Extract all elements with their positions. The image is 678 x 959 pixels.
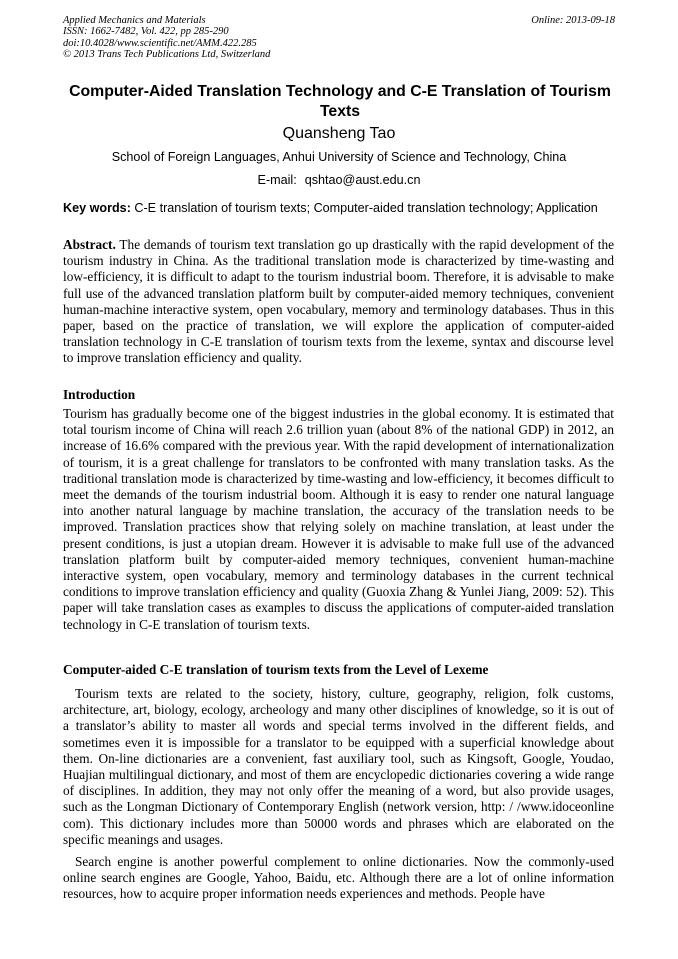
introduction-paragraph: Tourism has gradually become one of the biggest industries in the global economy. It is estimated that total tourism income of China will reach 2.6 trillion yuan (about 8% of the national GDP) in 2012, an increase of 16.6% compared with the previous year. With the rapid development of internationalization of tourism, it is a great challenge for translators to be confronted with many translation tasks. As the traditional translation mode is characterized by time-wasting and low-efficiency, it becomes difficult to meet the demands of the tourism industrial boom. Although it is easy to render one natural language into another natural language by machine translation, the accuracy of the translation needs to be improved. Translation practices show that relying solely on machine translation, at least under the present conditions, is just a utopian dream. However it is advisable to make full use of the advanced translation platform built by computer-aided memory techniques, convenient human-machine interactive system, open vocabulary, memory and terminology databases in the current technical conditions to improve translation efficiency and quality (Guoxia Zhang & Yunlei Jiang, 2009: 52). This paper will take translation cases as examples to discuss the applications of computer-aided translation technology in C-E translation of tourism texts. [63,406,614,632]
lexeme-paragraph-1: Tourism texts are related to the society, history, culture, geography, religion, folk customs, architecture, art, biology, ecology, archeology and many other disciplines of knowledge, so it is out of a translator’s ability to master all words and special terms involved in the different fields, and sometimes even it is impossible for a translator to be equipped with a superficial knowledge about them. On-line dictionaries are a convenient, fast auxiliary tool, such as Kingsoft, Google, Youdao, Huajian multilingual dictionary, and most of them are encyclopedic dictionaries covering a wide range of disciplines. In addition, they may not only offer the meaning of a word, but also provide usages, such as the Longman Dictionary of Contemporary English (network version, http: / /www.idoceonline com). This dictionary includes more than 50000 words and phrases which are elaborated on the specific meanings and usages. [63,686,614,847]
online-date: Online: 2013-09-18 [531,15,615,26]
lexeme-section-heading: Computer-aided C-E translation of tourism texts from the Level of Lexeme [63,662,489,677]
author-email-line [0,172,678,188]
online-date-header [531,15,615,26]
email-address[interactable]: qshtao@aust.edu.cn [304,173,421,187]
email-label: E-mail: [257,173,297,187]
issn-line: ISSN: 1662-7482, Vol. 422, pp 285-290 [63,26,229,38]
lexeme-paragraph-2: Search engine is another powerful complement to online dictionaries. Now the commonly-used online search engines are Google, Yahoo, Baidu, etc. Although there are a lot of online information resources, how to acquire proper information needs experiences and methods. People have [63,854,614,902]
author-name: Quansheng Tao [282,125,396,142]
author-affiliation: School of Foreign Languages, Anhui University of Science and Technology, China [111,150,567,164]
doi-line: doi:10.4028/www.scientific.net/AMM.422.285 [63,37,257,49]
keywords-line [63,200,623,216]
paper-title: Computer-Aided Translation Technology and C-E Translation of Tourism Texts [69,83,611,120]
journal-name: Applied Mechanics and Materials [63,15,206,26]
abstract-label: Abstract. [63,237,116,252]
keywords-text: C-E translation of tourism texts; Computer-aided translation technology; Application [134,201,598,215]
abstract-paragraph [63,237,614,367]
copyright-line: © 2013 Trans Tech Publications Ltd, Switzerland [63,49,271,61]
introduction-heading: Introduction [63,387,136,402]
journal-header [63,15,270,61]
keywords-label: Key words: [63,201,131,215]
abstract-text: The demands of tourism text translation go up drastically with the rapid development of the tourism industry in China. As the traditional translation mode is characterized by time-wasting and low-efficiency, it is difficult to adapt to the tourism industrial boom. Therefore, it is advisable to make full use of the advanced translation platform built by computer-aided memory techniques, convenient human-machine interactive system, open vocabulary, memory and terminology databases. Thus in this paper, based on the practice of translation, we will explore the application of computer-aided translation technology in C-E translation of tourism texts from the lexeme, syntax and discourse level to improve translation efficiency and quality. [63,237,615,366]
